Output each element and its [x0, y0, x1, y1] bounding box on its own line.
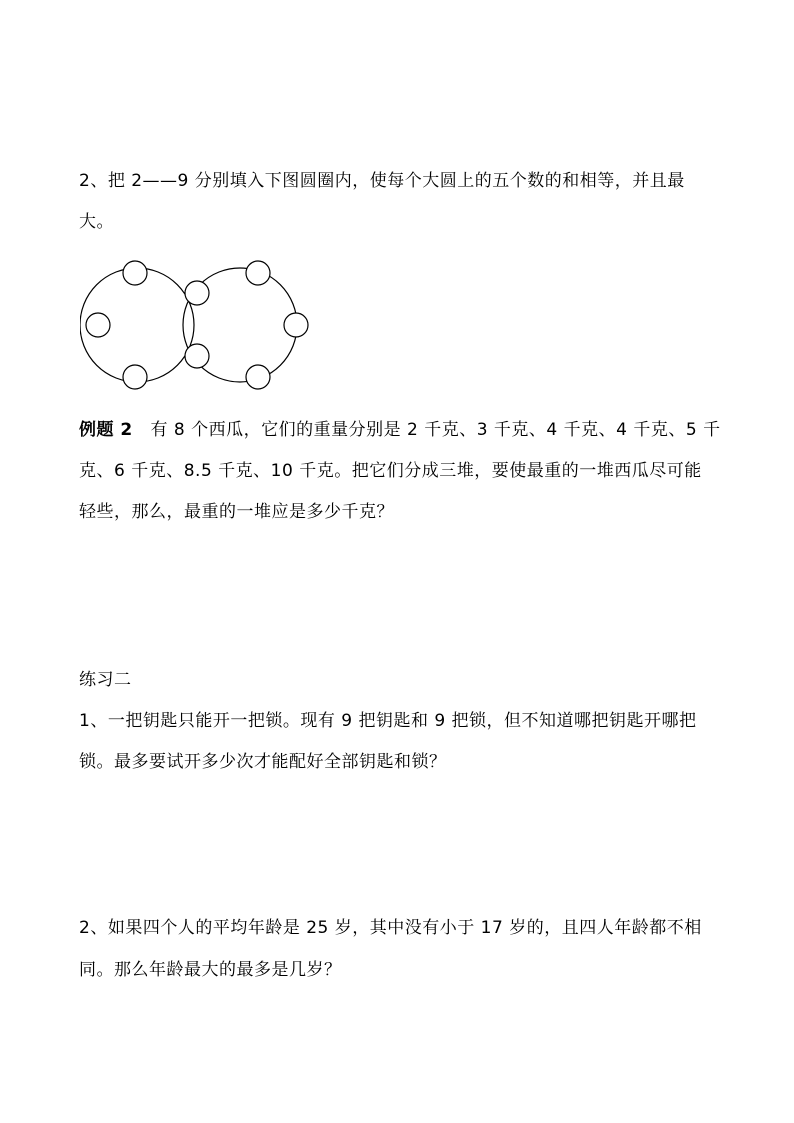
small-circle-center-bottom: [185, 344, 209, 368]
small-circle-right-bottom: [246, 365, 270, 389]
example-2-line-3: 轻些，那么，最重的一堆应是多少千克？: [79, 502, 394, 522]
example-2-line-1: [79, 418, 721, 442]
problem-2-line-1: 2、把 2——9 分别填入下图圆圈内，使每个大圆上的五个数的和相等，并且最: [79, 171, 685, 191]
exercise-2-q1-line-1: 1、一把钥匙只能开一把锁。现有 9 把钥匙和 9 把锁，但不知道哪把钥匙开哪把: [79, 711, 697, 731]
exercise-2-q2-line-2: 同。那么年龄最大的最多是几岁？: [79, 960, 342, 980]
example-2-line-2: 克、6 千克、8.5 千克、10 千克。把它们分成三堆，要使最重的一堆西瓜尽可能: [79, 461, 702, 481]
two-circles-diagram: [80, 255, 320, 395]
exercise-2-q1-line-2: 锁。最多要试开多少次才能配好全部钥匙和锁？: [79, 752, 447, 772]
small-circle-center-top: [185, 281, 209, 305]
exercise-2-q2-line-1: 2、如果四个人的平均年龄是 25 岁，其中没有小于 17 岁的，且四人年龄都不相: [79, 918, 702, 938]
small-circle-right-mid: [284, 313, 308, 337]
small-circle-left-mid: [86, 313, 110, 337]
example-2-text-1: 有 8 个西瓜，它们的重量分别是 2 千克、3 千克、4 千克、4 千克、5 千: [150, 420, 721, 440]
example-2-label: 例题 2: [79, 420, 133, 440]
problem-2-line-2: 大。: [79, 212, 114, 232]
small-circle-left-bottom: [123, 365, 147, 389]
small-circle-left-top: [123, 261, 147, 285]
small-circle-right-top: [246, 261, 270, 285]
exercise-2-heading: 练习二: [79, 670, 132, 690]
